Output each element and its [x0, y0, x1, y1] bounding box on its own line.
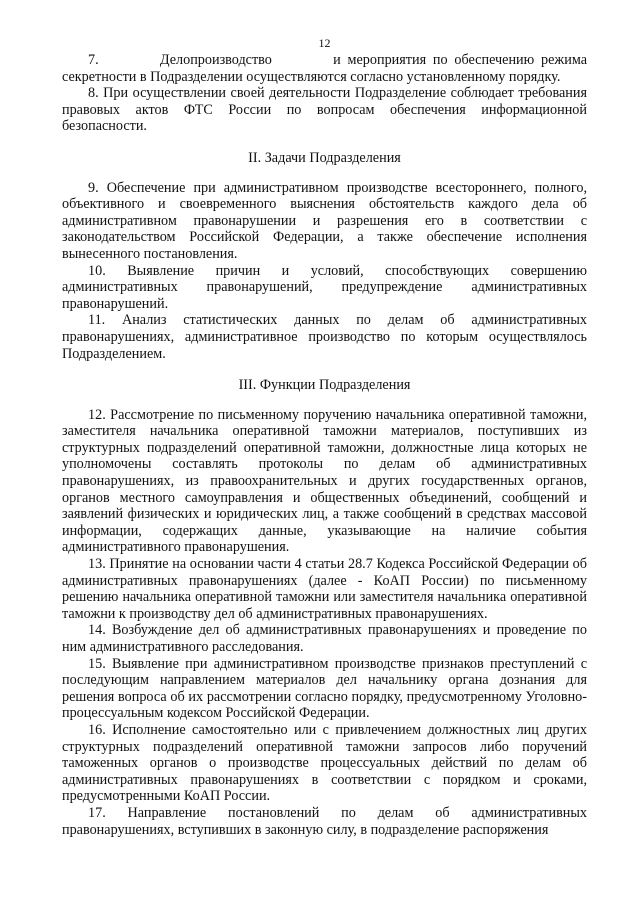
page-number: 12 — [318, 36, 331, 50]
paragraph-17: 17. Направление постановлений по делам об административных правонарушениях, вступивших в законную силу, в подразделение распоряжения — [62, 804, 587, 838]
paragraph-14: 14. Возбуждение дел об административных правонарушениях и проведение по ним административного расследования. — [62, 622, 587, 655]
paragraph-8: 8. При осуществлении своей деятельности Подразделение соблюдает требования правовых актов ФТС России по вопросам обеспечения информационной безопасности. — [62, 85, 587, 135]
paragraph-9: 9. Обеспечение при административном производстве всестороннего, полного, объективного и своевременного выяснения обстоятельств каждого дела об административном правонарушении и разрешения его в соответствии с законодательством Российской Федерации, а также обеспечение исполнения вынесенного постановления. — [62, 179, 587, 262]
document-page — [62, 36, 587, 838]
paragraph-10: 10. Выявление причин и условий, способствующих совершению административных правонарушений, предупреждение административных правонарушений. — [62, 262, 587, 312]
section-heading-tasks: II. Задачи Подразделения — [248, 149, 401, 166]
paragraph-16: 16. Исполнение самостоятельно или с привлечением должностных лиц других структурных подразделений оперативной таможни запросов либо поручений таможенных органов о производстве процессуальных действий по делам об административных правонарушениях в соответствии с порядком и сроками, предусмотренными КоАП России. — [62, 721, 587, 805]
paragraph-12: 12. Рассмотрение по письменному поручению начальника оперативной таможни, заместителя начальника оперативной таможни материалов, поступивших из структурных подразделений оперативной таможни, должностные лица которых не уполномочены составлять протоколы по делам об административных правонарушениях, из правоохранительных и других государственных органов, органов местного самоуправления и общественных объединений, сообщений и заявлений физических и юридических лиц, а также сообщений в средствах массовой информации, содержащих данные, указывающие на наличие события административного правонарушения. — [62, 406, 587, 556]
paragraph-13: 13. Принятие на основании части 4 статьи 28.7 Кодекса Российской Федерации об административных правонарушениях (далее - КоАП России) по письменному решению начальника оперативной таможни или заместителя начальника оперативной таможни к производству дел об административных правонарушениях. — [62, 556, 587, 622]
section-heading-functions: III. Функции Подразделения — [238, 377, 411, 394]
paragraph-7: 7. Делопроизводство и мероприятия по обеспечению режима секретности в Подразделении осуществляются согласно установленному порядку. — [62, 52, 587, 85]
paragraph-11: 11. Анализ статистических данных по делам об административных правонарушениях, административное производство по которым осуществлялось Подразделением. — [62, 312, 587, 362]
paragraph-15: 15. Выявление при административном производстве признаков преступлений с последующим направлением материалов дел начальнику органа дознания для решения вопроса об их рассмотрении согласно порядку, предусмотренному Уголовно-процессуальным кодексом Российской Федерации. — [62, 655, 587, 722]
